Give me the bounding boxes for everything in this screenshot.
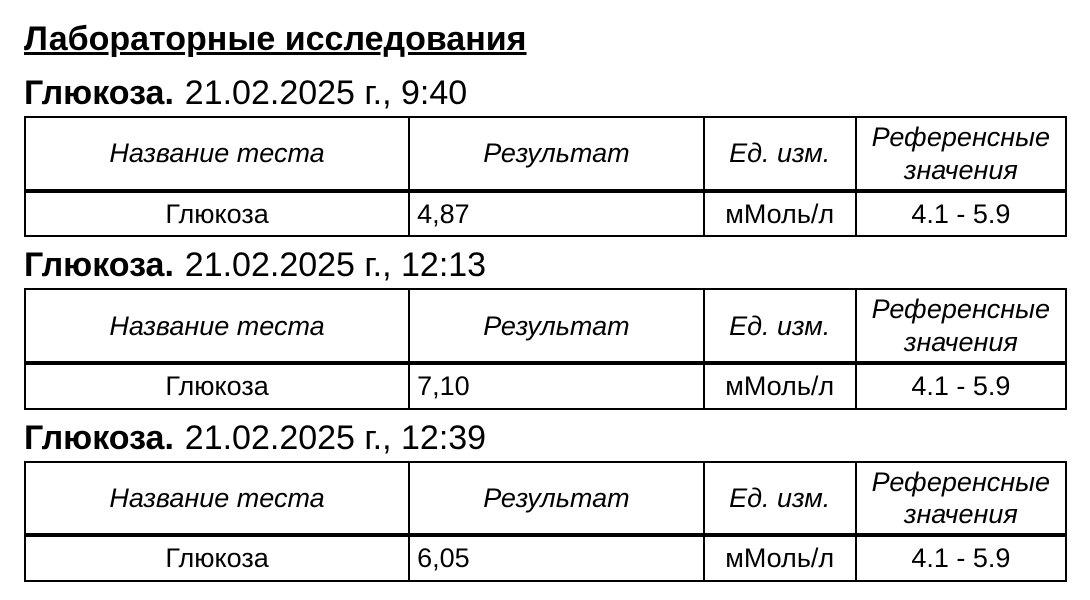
- table-header-row: [25, 462, 1066, 536]
- analyte-name: Глюкоза.: [24, 418, 174, 457]
- section-datetime: 21.02.2025 г., 12:39: [184, 418, 487, 457]
- test-name-header: Название теста: [25, 117, 409, 191]
- analyte-name: Глюкоза.: [24, 74, 174, 113]
- test-name-cell: Глюкоза: [25, 535, 409, 580]
- reference-header: Референсные значения: [856, 462, 1066, 536]
- result-cell: 7,10: [409, 363, 704, 408]
- test-name-header: Название теста: [25, 289, 409, 363]
- reference-cell: 4.1 - 5.9: [856, 535, 1066, 580]
- section-heading: [24, 246, 1067, 284]
- result-cell: 6,05: [409, 535, 704, 580]
- reference-header: Референсные значения: [856, 289, 1066, 363]
- reference-cell: 4.1 - 5.9: [856, 363, 1066, 408]
- test-name-cell: Глюкоза: [25, 191, 409, 236]
- table-header-row: [25, 117, 1066, 191]
- lab-results-table: [24, 461, 1067, 582]
- test-name-header: Название теста: [25, 462, 409, 536]
- result-header: Результат: [409, 462, 704, 536]
- lab-results-table: [24, 288, 1067, 409]
- reference-cell: 4.1 - 5.9: [856, 191, 1066, 236]
- reference-header: Референсные значения: [856, 117, 1066, 191]
- lab-results-table: [24, 116, 1067, 237]
- table-row: [25, 363, 1066, 408]
- section-datetime: 21.02.2025 г., 12:13: [184, 246, 487, 285]
- section-heading: [24, 74, 1067, 112]
- unit-cell: мМоль/л: [704, 191, 856, 236]
- table-row: [25, 535, 1066, 580]
- lab-section-2: [24, 246, 1067, 409]
- table-row: [25, 191, 1066, 236]
- table-header-row: [25, 289, 1066, 363]
- page-title: Лабораторные исследования: [24, 20, 527, 58]
- lab-section-3: [24, 419, 1067, 582]
- section-datetime: 21.02.2025 г., 9:40: [184, 74, 468, 113]
- analyte-name: Глюкоза.: [24, 246, 174, 285]
- unit-cell: мМоль/л: [704, 363, 856, 408]
- unit-header: Ед. изм.: [704, 462, 856, 536]
- section-heading: [24, 419, 1067, 457]
- result-header: Результат: [409, 117, 704, 191]
- test-name-cell: Глюкоза: [25, 363, 409, 408]
- unit-cell: мМоль/л: [704, 535, 856, 580]
- unit-header: Ед. изм.: [704, 289, 856, 363]
- lab-section-1: [24, 74, 1067, 237]
- result-cell: 4,87: [409, 191, 704, 236]
- result-header: Результат: [409, 289, 704, 363]
- unit-header: Ед. изм.: [704, 117, 856, 191]
